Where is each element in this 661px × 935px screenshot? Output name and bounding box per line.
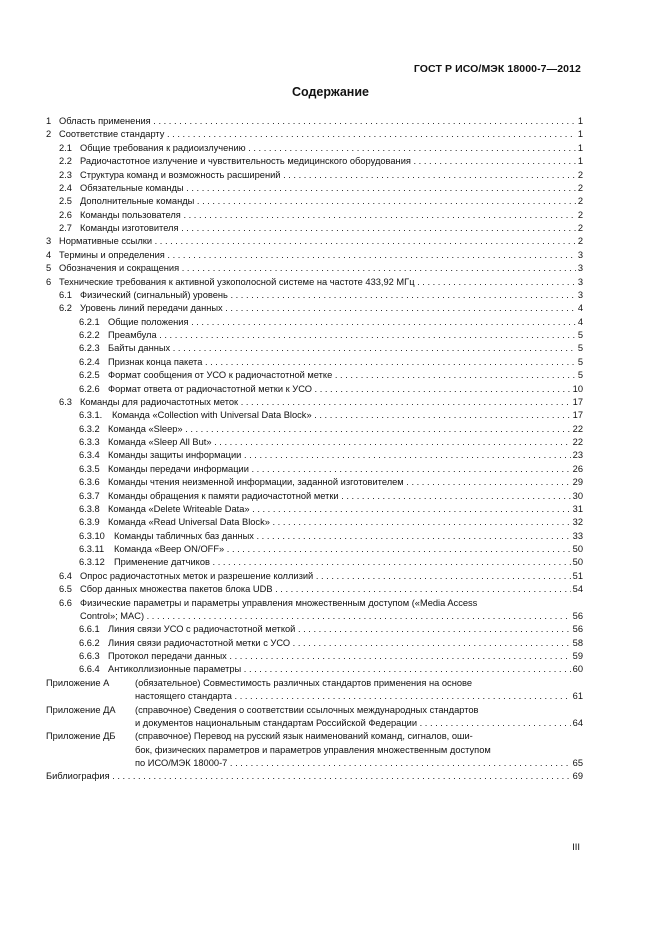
toc-entry[interactable] — [46, 757, 583, 770]
toc-entry-page: 4 — [576, 302, 583, 315]
toc-entry[interactable] — [46, 663, 583, 676]
toc-entry-title: настоящего стандарта . . . — [135, 690, 583, 703]
toc-entry[interactable] — [46, 289, 583, 302]
toc-entry-number: 2.1 — [59, 142, 72, 153]
toc-entry[interactable] — [46, 677, 583, 690]
toc-entry[interactable] — [46, 169, 583, 182]
toc-entry-page: 17 — [571, 409, 583, 422]
toc-entry-number: 6.3.3 — [79, 437, 100, 447]
toc-entry-page: 2 — [576, 222, 583, 235]
toc-entry[interactable] — [46, 235, 583, 248]
toc-entry-title: Команды изготовителя . . . — [80, 222, 583, 235]
toc-entry-number: 6.2.3 — [79, 343, 100, 354]
toc-entry[interactable] — [46, 449, 583, 462]
toc-entry-title: Радиочастотное излучение и чувствительность медицинского оборудования . . . — [80, 155, 583, 168]
toc-entry[interactable] — [46, 770, 583, 783]
toc-entry-number: 6.3.6 — [79, 477, 100, 488]
toc-entry-page: 3 — [576, 289, 583, 302]
toc-entry-number: 2.7 — [59, 223, 72, 233]
toc-entry-number: 5 — [46, 263, 52, 274]
toc-entry-page: 69 — [571, 770, 583, 783]
toc-entry-title: Команда «Sleep All But» . . . — [108, 436, 583, 449]
toc-entry-number: 2.3 — [59, 169, 72, 180]
toc-entry-page: 50 — [571, 543, 583, 556]
toc-entry-title: Соответствие стандарту . . . — [59, 128, 583, 141]
toc-entry-number: 6.3.9 — [79, 517, 100, 528]
page-number: III — [572, 842, 580, 853]
toc-entry-page: 5 — [576, 356, 583, 369]
toc-entry-number: 6.6.2 — [79, 637, 100, 648]
toc-entry-title: Команды пользователя . . . — [80, 209, 583, 222]
toc-entry-page: 33 — [571, 530, 583, 543]
toc-entry-title: Команды чтения неизменной информации, заданной изготовителем . . . — [108, 476, 583, 489]
document-header: ГОСТ Р ИСО/МЭК 18000-7—2012 — [413, 63, 581, 75]
toc-entry-number: 6.3.12 — [79, 557, 105, 568]
toc-entry-number: Приложение ДА — [46, 704, 116, 715]
toc-entry-page: 22 — [571, 436, 583, 449]
toc-entry-page: 2 — [576, 195, 583, 208]
toc-entry-title: Общие требования к радиоизлучению . . . — [80, 142, 583, 155]
toc-entry[interactable] — [46, 209, 583, 222]
toc-entry-page: 65 — [571, 757, 583, 770]
toc-entry-number: Приложение ДБ — [46, 731, 116, 742]
toc-entry-number: 2 — [46, 129, 52, 140]
toc-entry[interactable] — [46, 744, 583, 757]
toc-entry[interactable] — [46, 570, 583, 583]
toc-entry-number: 6.2.6 — [79, 383, 100, 394]
toc-entry-title: Нормативные ссылки . . . — [59, 235, 583, 248]
toc-entry-number: 6.3.8 — [79, 503, 100, 514]
toc-entry-number: 6.2.5 — [79, 370, 100, 381]
toc-entry[interactable] — [46, 423, 583, 436]
toc-entry-page: 4 — [576, 316, 583, 329]
toc-entry-page: 3 — [576, 276, 583, 289]
toc-entry-page: 29 — [571, 476, 583, 489]
toc-entry[interactable] — [46, 356, 583, 369]
toc-entry-number: 4 — [46, 249, 52, 260]
toc-entry-page: 23 — [571, 449, 583, 462]
toc-entry[interactable] — [46, 690, 583, 703]
toc-entry-title: Формат сообщения от УСО к радиочастотной метке . . . — [108, 369, 583, 382]
toc-entry-title: Технические требования к активной узкополосной системе на частоте 433,92 МГц . . . — [59, 276, 583, 289]
toc-entry-number: 6.6 — [59, 597, 72, 608]
toc-entry-title: Команды защиты информации . . . — [108, 449, 583, 462]
toc-entry[interactable] — [46, 128, 583, 141]
toc-entry[interactable] — [46, 717, 583, 730]
toc-entry[interactable] — [46, 115, 583, 128]
toc-entry[interactable] — [46, 396, 583, 409]
toc-entry[interactable] — [46, 463, 583, 476]
toc-entry-title: (обязательное) Совместимость различных стандартов применения на основе — [135, 677, 473, 688]
toc-entry-number: 6.3.4 — [79, 450, 100, 461]
toc-entry-page: 1 — [576, 155, 583, 168]
toc-entry[interactable] — [46, 155, 583, 168]
toc-entry-page: 1 — [576, 128, 583, 141]
toc-entry-title: Применение датчиков . . . — [114, 556, 583, 569]
toc-entry-title: Команды обращения к памяти радиочастотной метки . . . — [108, 490, 583, 503]
toc-entry[interactable] — [46, 409, 583, 422]
toc-entry-page: 5 — [576, 329, 583, 342]
toc-entry[interactable] — [46, 490, 583, 503]
toc-entry-title: Опрос радиочастотных меток и разрешение коллизий . . . — [80, 570, 583, 583]
toc-entry[interactable] — [46, 195, 583, 208]
toc-entry-number: 1 — [46, 116, 52, 126]
toc-entry-title: Физические параметры и параметры управления множественным доступом («Media Access — [80, 597, 478, 608]
toc-entry[interactable] — [46, 556, 583, 569]
toc-entry-number: 6.2.4 — [79, 356, 100, 367]
toc-entry[interactable] — [46, 637, 583, 650]
toc-entry-page: 31 — [571, 503, 583, 516]
toc-entry-title: бок, физических параметров и параметров управления множественным доступом — [135, 744, 491, 755]
toc-entry[interactable] — [46, 530, 583, 543]
toc-entry[interactable] — [46, 597, 583, 610]
toc-entry-number: 2.6 — [59, 209, 72, 220]
toc-entry-title: Структура команд и возможность расширений . . . — [80, 169, 583, 182]
toc-entry[interactable] — [46, 476, 583, 489]
toc-entry-page: 30 — [571, 490, 583, 503]
toc-entry-number: 3 — [46, 236, 52, 247]
toc-entry-number: 6.6.1 — [79, 624, 100, 635]
toc-entry-number: 6.3.5 — [79, 463, 100, 474]
toc-entry-number: 6.3.1. — [79, 410, 103, 421]
toc-entry-page: 64 — [571, 717, 583, 730]
toc-entry[interactable] — [46, 302, 583, 315]
toc-entry-page: 59 — [571, 650, 583, 663]
toc-entry-number: 6.3.10 — [79, 530, 105, 541]
toc-entry[interactable] — [46, 276, 583, 289]
toc-entry-title: Команды для радиочастотных меток . . . — [80, 396, 583, 409]
toc-entry-number: 2.4 — [59, 182, 72, 193]
toc-entry[interactable] — [46, 182, 583, 195]
toc-entry-title: Команды табличных баз данных . . . — [114, 530, 583, 543]
toc-entry-number: 6.3.2 — [79, 423, 100, 434]
toc-entry-page: 58 — [571, 637, 583, 650]
toc-entry-number: 2.5 — [59, 196, 72, 207]
toc-entry-page: 5 — [576, 369, 583, 382]
toc-entry-title: Байты данных . . . — [108, 342, 583, 355]
toc-entry-title: Сбор данных множества пакетов блока UDB . . . — [80, 583, 583, 596]
toc-entry-title: Общие положения . . . — [108, 316, 583, 329]
toc-entry-title: Преамбула . . . — [108, 329, 583, 342]
toc-entry[interactable] — [46, 329, 583, 342]
toc-entry-page: 2 — [576, 209, 583, 222]
toc-entry-title: Антиколлизионные параметры . . . — [108, 663, 583, 676]
toc-entry-number: 6.5 — [59, 584, 72, 595]
toc-entry[interactable] — [46, 383, 583, 396]
toc-entry[interactable] — [46, 342, 583, 355]
toc-entry-title: Уровень линий передачи данных . . . — [80, 302, 583, 315]
toc-entry-title: Линия связи радиочастотной метки с УСО . . . — [108, 637, 583, 650]
toc-entry-title: Команды передачи информации . . . — [108, 463, 583, 476]
toc-entry-title: Термины и определения . . . — [59, 249, 583, 262]
toc-entry[interactable] — [46, 543, 583, 556]
toc-entry-number: 6.3.7 — [79, 490, 100, 501]
toc-entry[interactable] — [46, 610, 583, 623]
toc-entry-title: Формат ответа от радиочастотной метки к УСО . . . — [108, 383, 583, 396]
toc-entry-title: Признак конца пакета . . . — [108, 356, 583, 369]
toc-entry-title: Команда «Collection with Universal Data Block» . . . — [112, 409, 583, 422]
toc-entry-page: 32 — [571, 516, 583, 529]
toc-entry-page: 54 — [571, 583, 583, 596]
toc-entry-page: 56 — [571, 610, 583, 623]
toc-entry-title: Команда «Delete Writeable Data» . . . — [108, 503, 583, 516]
toc-entry-page: 1 — [576, 115, 583, 128]
toc-entry-page: 3 — [576, 249, 583, 262]
toc-entry-title: Библиография . . . — [46, 770, 583, 783]
toc-entry[interactable] — [46, 516, 583, 529]
toc-entry-title: Протокол передачи данных . . . — [108, 650, 583, 663]
toc-entry-title: Физический (сигнальный) уровень . . . — [80, 289, 583, 302]
toc-entry-number: 6.6.4 — [79, 664, 100, 675]
toc-entry-title: Обязательные команды . . . — [80, 182, 583, 195]
toc-entry-title: по ИСО/МЭК 18000-7 . . . — [135, 757, 583, 770]
toc-entry-title: Область применения . . . — [59, 115, 583, 128]
toc-entry-page: 17 — [571, 396, 583, 409]
toc-entry-title: Дополнительные команды . . . — [80, 195, 583, 208]
toc-entry-page: 51 — [571, 570, 583, 583]
toc-entry-number: 6.3.11 — [79, 544, 105, 554]
toc-entry-page: 5 — [576, 342, 583, 355]
toc-entry[interactable] — [46, 142, 583, 155]
toc-entry-number: 6.1 — [59, 289, 72, 300]
toc-entry[interactable] — [46, 704, 583, 717]
toc-entry-page: 2 — [576, 182, 583, 195]
toc-entry-title: Команда «Sleep» . . . — [108, 423, 583, 436]
toc-entry[interactable] — [46, 249, 583, 262]
toc-entry-title: и документов национальным стандартам Российской Федерации . . . — [135, 717, 583, 730]
toc-entry[interactable] — [46, 730, 583, 743]
toc-entry[interactable] — [46, 369, 583, 382]
toc-entry-title: Control»; MAC) . . . — [80, 610, 583, 623]
toc-entry-page: 3 — [576, 262, 583, 275]
toc-entry-title: Команда «Read Universal Data Block» . . . — [108, 516, 583, 529]
toc-entry[interactable] — [46, 436, 583, 449]
toc-entry-number: 6.6.3 — [79, 651, 100, 661]
toc-entry-number: 6.3 — [59, 396, 72, 407]
toc-entry-title: (справочное) Перевод на русский язык наименований команд, сигналов, оши- — [135, 731, 473, 742]
toc-entry-number: 6.4 — [59, 570, 72, 581]
toc-entry[interactable] — [46, 503, 583, 516]
toc-entry-title: Команда «Beep ON/OFF» . . . — [114, 543, 583, 556]
toc-entry-number: 6.2.2 — [79, 330, 100, 340]
toc-entry-page: 61 — [571, 690, 583, 703]
toc-entry-title: (справочное) Сведения о соответствии ссылочных международных стандартов — [135, 704, 479, 715]
page-title: Содержание — [291, 85, 369, 99]
toc-entry[interactable] — [46, 583, 583, 596]
toc-entry-page: 2 — [576, 235, 583, 248]
toc-entry-number: 6.2.1 — [79, 316, 100, 327]
toc-entry-page: 56 — [571, 623, 583, 636]
toc-entry-page: 1 — [576, 142, 583, 155]
toc-entry-number: 6 — [46, 276, 52, 287]
toc-entry[interactable] — [46, 623, 583, 636]
toc-entry[interactable] — [46, 650, 583, 663]
toc-entry-number: 2.2 — [59, 156, 72, 167]
toc-entry-page: 26 — [571, 463, 583, 476]
toc-entry-page: 60 — [571, 663, 583, 676]
toc-entry-page: 10 — [571, 383, 583, 396]
toc-entry[interactable] — [46, 262, 583, 275]
toc-entry-number: 6.2 — [59, 303, 72, 314]
toc-entry-page: 2 — [576, 169, 583, 182]
toc-entry-title: Обозначения и сокращения . . . — [59, 262, 583, 275]
toc-entry-page: 22 — [571, 423, 583, 436]
table-of-contents — [46, 115, 583, 784]
toc-entry[interactable] — [46, 316, 583, 329]
toc-entry-page: 50 — [571, 556, 583, 569]
toc-entry-title: Линия связи УСО с радиочастотной меткой . . . — [108, 623, 583, 636]
toc-entry[interactable] — [46, 222, 583, 235]
toc-entry-number: Приложение А — [46, 677, 110, 688]
